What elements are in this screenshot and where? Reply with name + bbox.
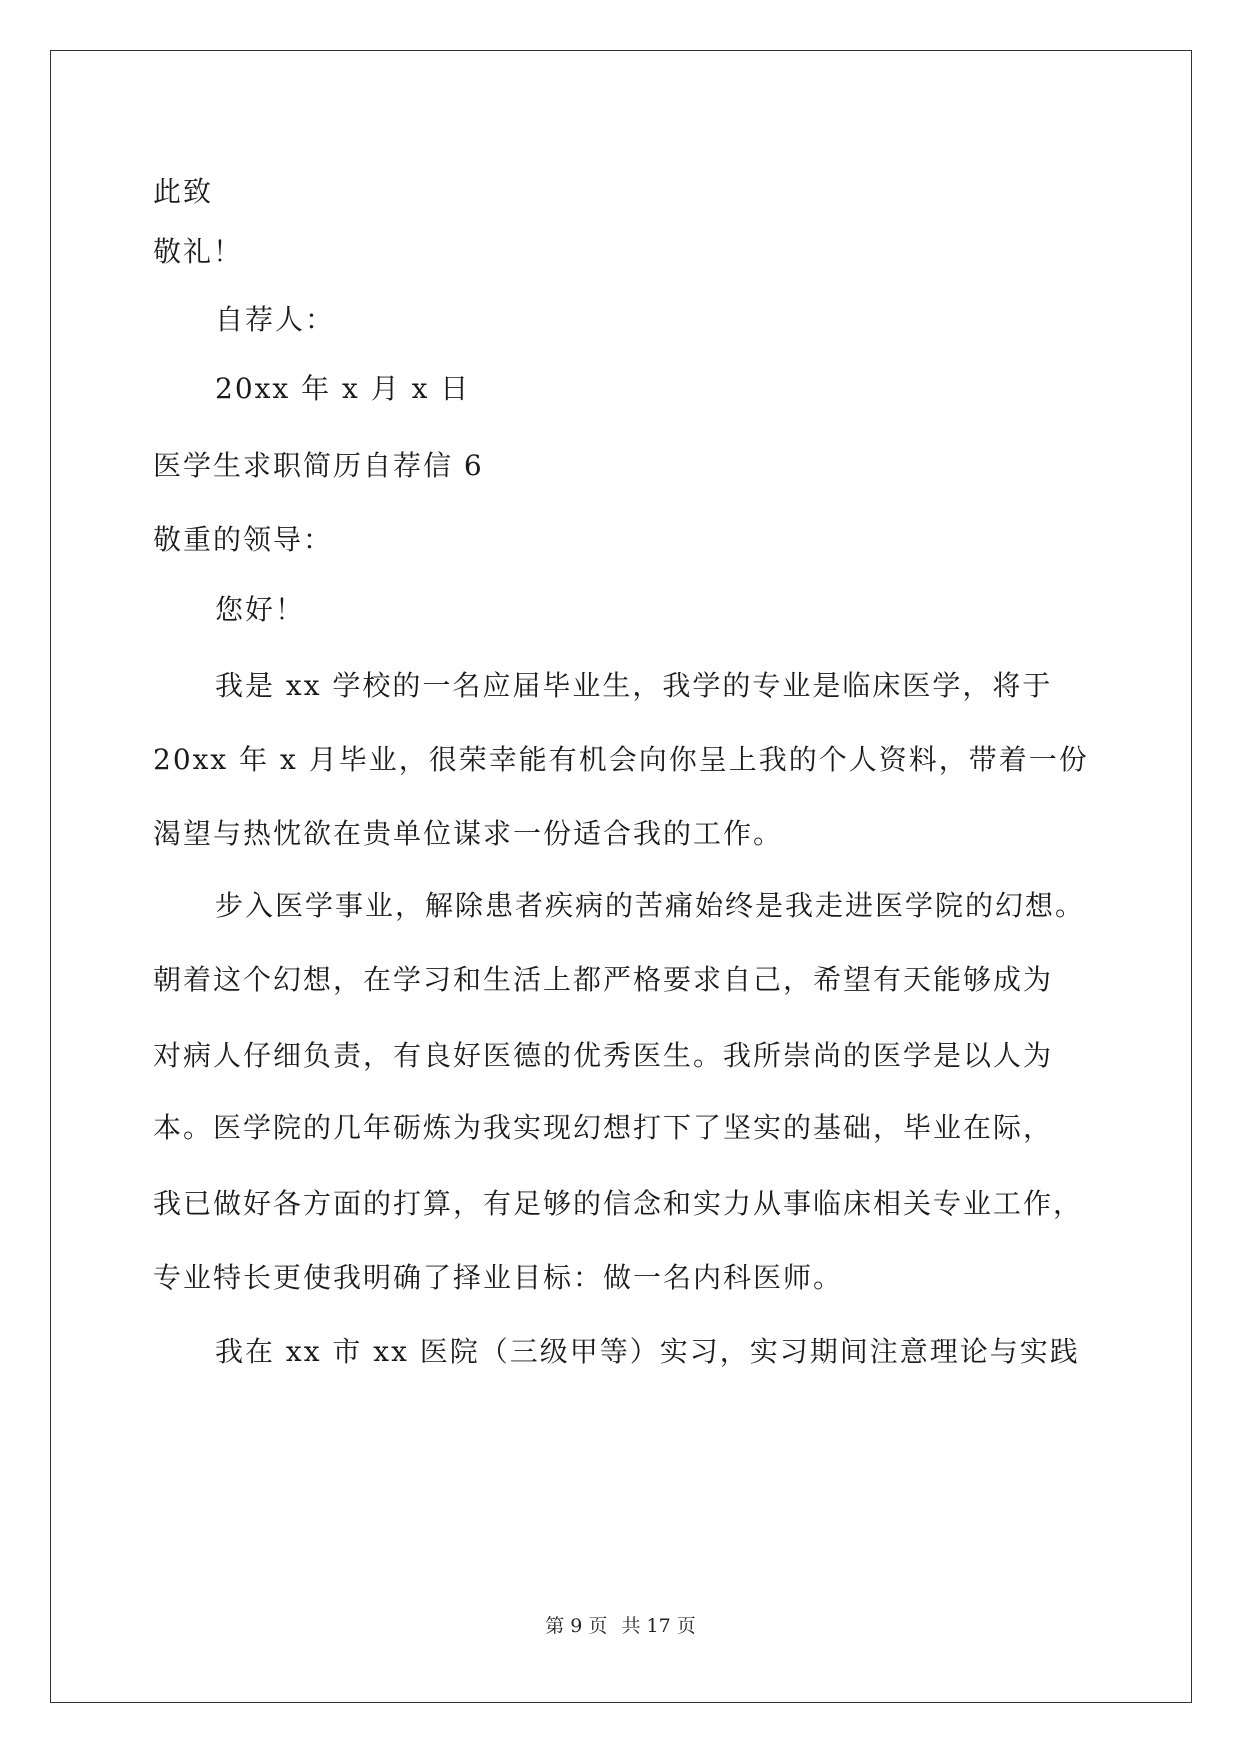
paragraph-line: 我在 xx 市 xx 医院（三级甲等）实习，实习期间注意理论与实践 <box>215 1335 1080 1368</box>
signature-label: 自荐人： <box>215 303 336 336</box>
paragraph-line: 朝着这个幻想，在学习和生活上都严格要求自己，希望有天能够成为 <box>153 963 1054 996</box>
paragraph-line: 步入医学事业，解除患者疾病的苦痛始终是我走进医学院的幻想。 <box>215 889 1086 922</box>
page-footer <box>0 1614 1241 1638</box>
paragraph-line: 20xx 年 x 月毕业，很荣幸能有机会向你呈上我的个人资料，带着一份 <box>153 743 1089 776</box>
page-number: 第 9 页 <box>545 1615 608 1637</box>
greeting-line: 敬重的领导： <box>153 523 334 556</box>
page-border <box>50 50 1192 1703</box>
paragraph-line: 我是 xx 学校的一名应届毕业生，我学的专业是临床医学，将于 <box>215 669 1053 702</box>
paragraph-line: 专业特长更使我明确了择业目标：做一名内科医师。 <box>153 1261 844 1294</box>
paragraph-line: 渴望与热忱欲在贵单位谋求一份适合我的工作。 <box>153 817 784 850</box>
section-title: 医学生求职简历自荐信 6 <box>153 449 484 482</box>
closing-line: 此致 <box>153 175 214 208</box>
salutation-line: 敬礼！ <box>153 235 244 268</box>
paragraph-line: 对病人仔细负责，有良好医德的优秀医生。我所崇尚的医学是以人为 <box>153 1039 1054 1072</box>
date-line: 20xx 年 x 月 x 日 <box>215 372 471 405</box>
page-total: 共 17 页 <box>621 1615 696 1637</box>
hello-line: 您好！ <box>215 593 306 626</box>
paragraph-line: 本。医学院的几年砺炼为我实现幻想打下了坚实的基础，毕业在际， <box>153 1111 1054 1144</box>
paragraph-line: 我已做好各方面的打算，有足够的信念和实力从事临床相关专业工作， <box>153 1187 1084 1220</box>
